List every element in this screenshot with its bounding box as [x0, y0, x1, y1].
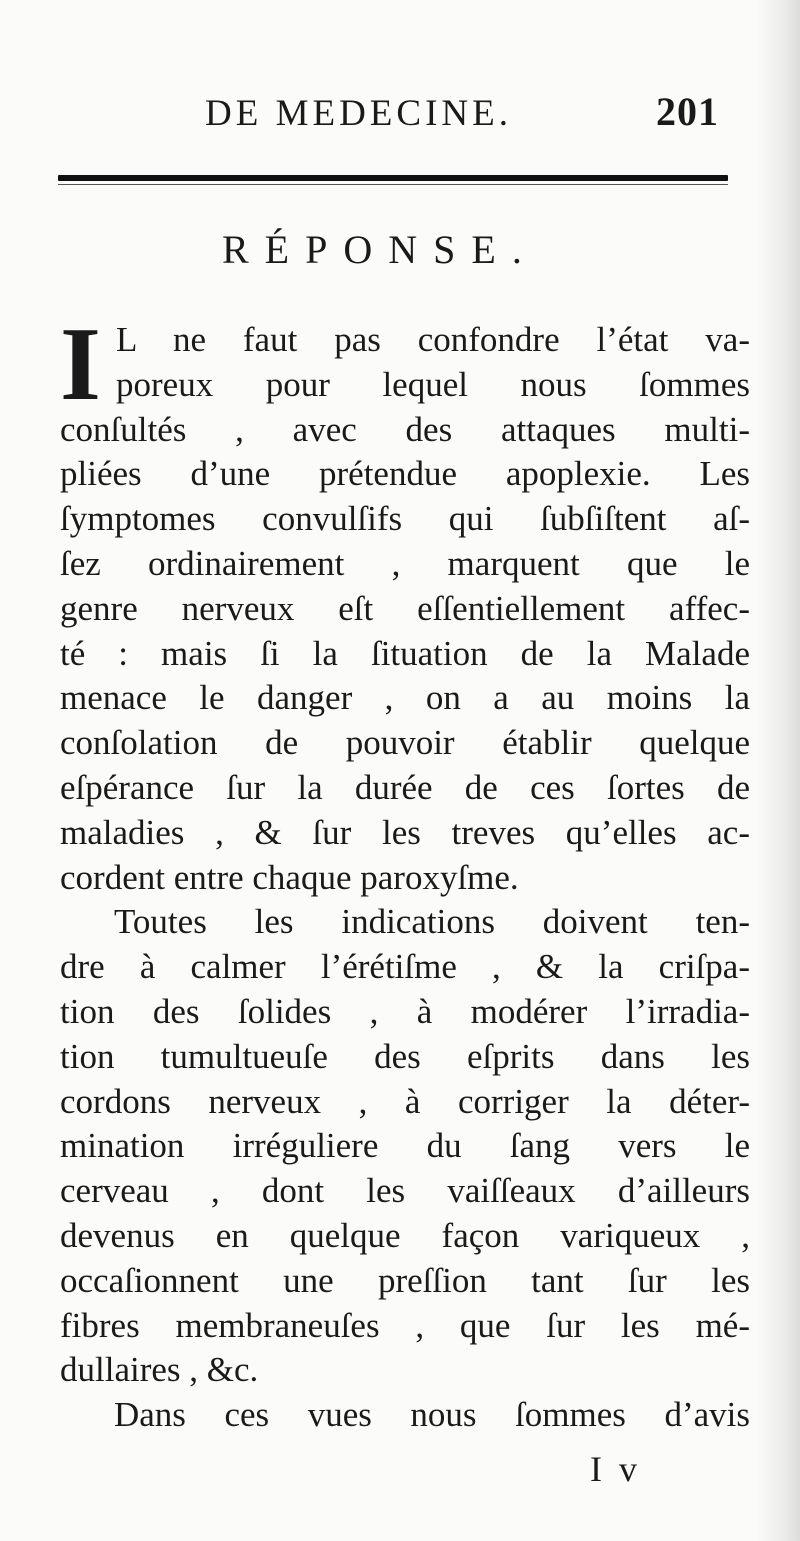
text-line: devenus en quelque façon variqueux , [60, 1215, 750, 1255]
text-line: dullaires , &c. [60, 1350, 259, 1390]
text-line: conſultés , avec des attaques multi- [60, 409, 750, 449]
text-line: L ne faut pas confondre l’état va- [116, 320, 750, 359]
text-line: té : mais ſi la ſituation de la Malade [60, 633, 750, 673]
text-line: maladies , & ſur les treves qu’elles ac- [60, 812, 750, 852]
header-rule [58, 175, 728, 181]
text-line: tion tumultueuſe des eſprits dans les [60, 1036, 750, 1076]
text-line: dre à calmer l’érétiſme , & la criſpa- [60, 947, 750, 987]
drop-cap: I [60, 305, 101, 422]
text-line: conſolation de pouvoir établir quelque [60, 723, 750, 763]
text-line: occaſionnent une preſſion tant ſur les [60, 1260, 750, 1300]
text-line: pliées d’une prétendue apoplexie. Les [60, 454, 750, 494]
body-text [60, 305, 750, 1438]
text-line: cerveau , dont les vaiſſeaux d’ailleurs [60, 1171, 750, 1211]
header-rule-thin [58, 184, 728, 185]
catchword: I v [590, 1449, 641, 1489]
text-line: mination irréguliere du ſang vers le [60, 1126, 750, 1166]
page-number: 201 [656, 89, 719, 134]
text-line: Dans ces vues nous ſommes d’avis [114, 1395, 750, 1435]
running-head: DE MEDECINE. [205, 93, 512, 134]
text-line: Toutes les indications doivent ten- [114, 902, 750, 942]
text-line: tion des ſolides , à modérer l’irradia- [60, 991, 750, 1031]
text-line: fibres membraneuſes , que ſur les mé- [60, 1305, 750, 1345]
text-line: ſymptomes convulſifs qui ſubſiſtent aſ- [60, 499, 750, 539]
text-line: menace le danger , on a au moins la [60, 678, 750, 718]
section-title: RÉPONSE. [222, 227, 538, 272]
text-line: cordent entre chaque paroxyſme. [60, 857, 519, 897]
text-line: eſpérance ſur la durée de ces ſortes de [60, 767, 750, 807]
text-line: cordons nerveux , à corriger la déter- [60, 1081, 750, 1121]
text-line: ſez ordinairement , marquent que le [60, 543, 750, 583]
page-edge-shadow [756, 0, 800, 1541]
text-line: poreux pour lequel nous ſommes [116, 364, 750, 404]
text-line: genre nerveux eſt eſſentiellement affec- [60, 588, 750, 628]
